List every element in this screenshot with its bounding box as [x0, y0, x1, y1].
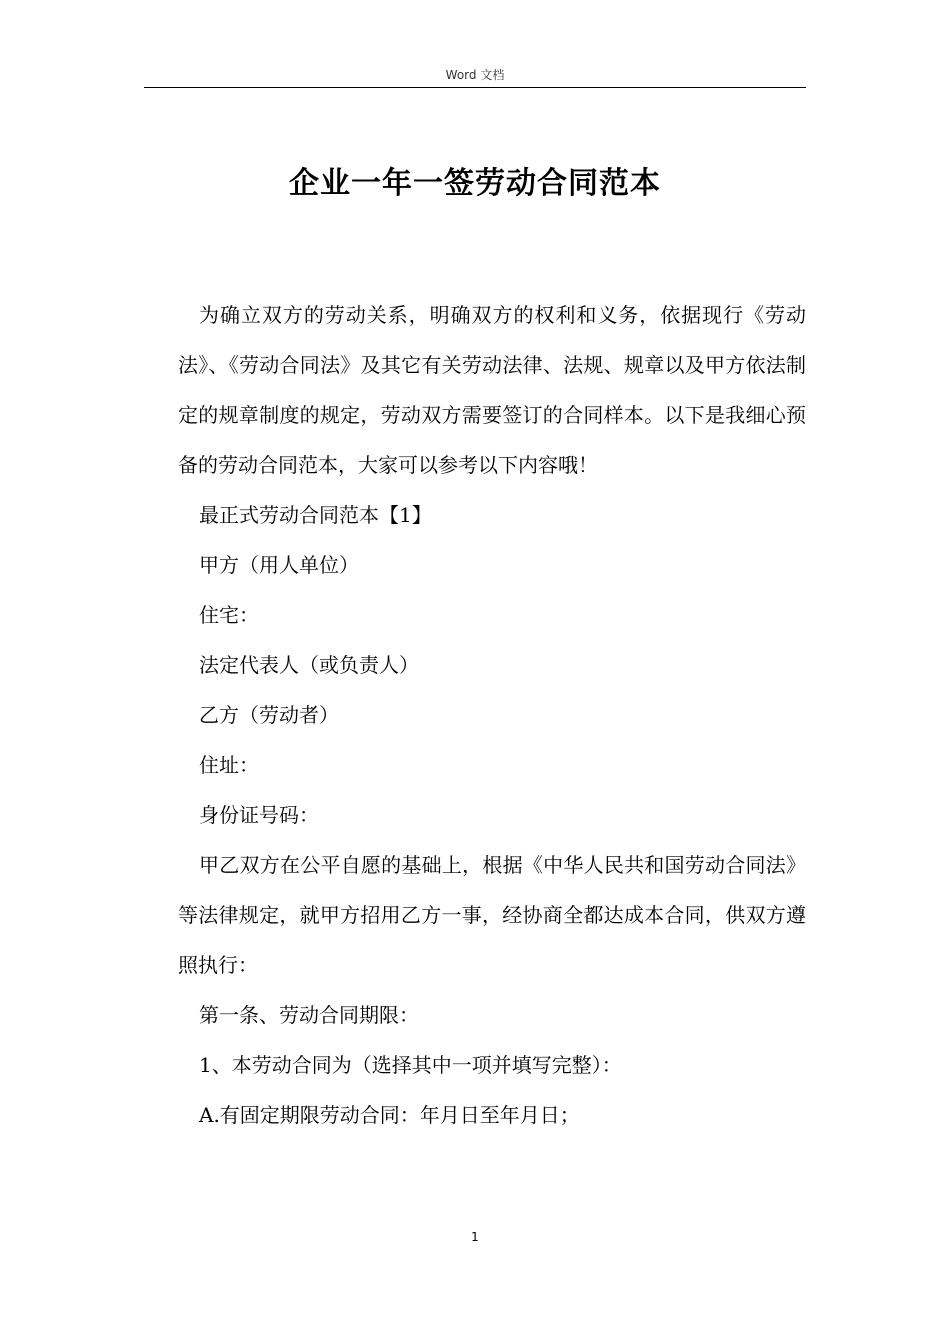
header-divider: [144, 87, 806, 88]
header-label: Word 文档: [445, 68, 505, 82]
paragraph-address: 住址：: [199, 753, 259, 777]
document-body: [178, 290, 806, 1140]
page-number: 1: [471, 1230, 479, 1244]
paragraph-article-1: 第一条、劳动合同期限：: [199, 1003, 419, 1027]
paragraph-party-a: 甲方（用人单位）: [199, 553, 359, 577]
paragraph-residence: 住宅：: [199, 603, 259, 627]
paragraph-legal-representative: 法定代表人（或负责人）: [199, 653, 419, 677]
paragraph-clause-1: 1、本劳动合同为（选择其中一项并填写完整）：: [199, 1053, 622, 1077]
paragraph-section-heading: 最正式劳动合同范本【1】: [199, 503, 432, 527]
paragraph-agreement: 甲乙双方在公平自愿的基础上，根据《中华人民共和国劳动合同法》等法律规定，就甲方招用乙方一事，经协商全都达成本合同，供双方遵照执行：: [178, 853, 806, 977]
paragraph-id-number: 身份证号码：: [199, 803, 319, 827]
paragraph-intro: 为确立双方的劳动关系，明确双方的权利和义务，依据现行《劳动法》、《劳动合同法》及其它有关劳动法律、法规、规章以及甲方依法制定的规章制度的规定，劳动双方需要签订的合同样本。以下是我细心预备的劳动合同范本，大家可以参考以下内容哦！: [178, 303, 806, 477]
paragraph-option-a: A.有固定期限劳动合同：年月日至年月日；: [199, 1103, 580, 1127]
paragraph-party-b: 乙方（劳动者）: [199, 703, 339, 727]
document-title: 企业一年一签劳动合同范本: [289, 166, 661, 201]
